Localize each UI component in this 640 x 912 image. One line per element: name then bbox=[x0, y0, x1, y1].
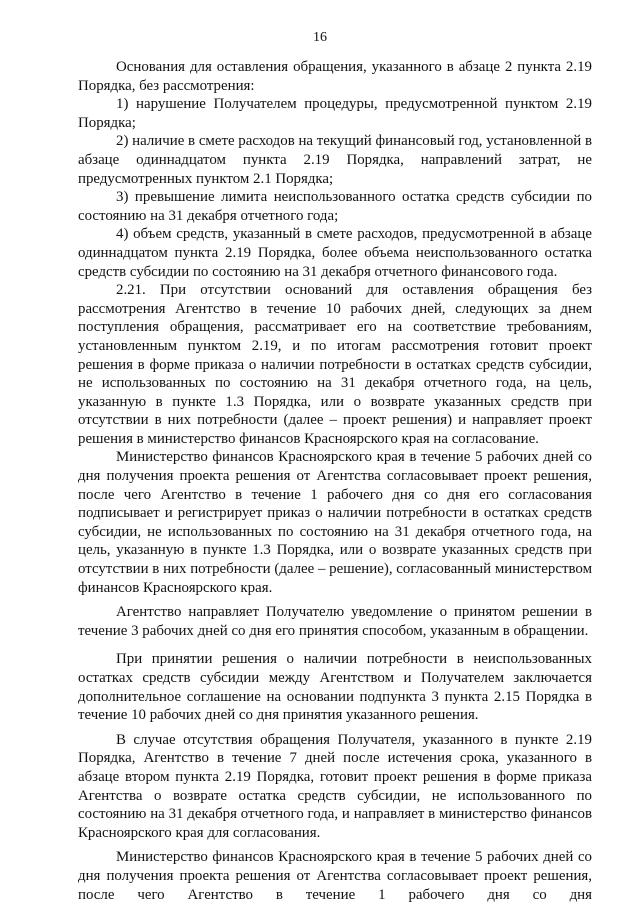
paragraph-clause-2-21: 2.21. При отсутствии оснований для оставления обращения без рассмотрения Агентство в течение 10 рабочих дней, следующих за днем поступления обращения, рассматривает его на соответствие требованиям, установленным пунктом 2.19, и по итогам рассмотрения готовит проект решения в форме приказа о наличии потребности в остатках средств субсидии, не использованных по состоянию на 31 декабря отчетного года, на цель, указанную в пункте 1.3 Порядка, или о возврате указанных средств при отсутствии в них потребности (далее – проект решения) и направляет проект решения в министерство финансов Красноярского края на согласование. bbox=[78, 282, 592, 447]
paragraph-item-3: 3) превышение лимита неиспользованного остатка средств субсидии по состоянию на 31 декабря отчетного года; bbox=[78, 189, 592, 224]
document-body bbox=[78, 58, 592, 904]
paragraph-item-4: 4) объем средств, указанный в смете расходов, предусмотренной в абзаце одиннадцатом пункта 2.19 Порядка, более объема неиспользованного остатка средств субсидии по состоянию на 31 декабря отчетного финансового года. bbox=[78, 226, 592, 280]
paragraph-additional-agreement: При принятии решения о наличии потребности в неиспользованных остатках средств субсидии между Агентством и Получателем заключается дополнительное соглашение на основании подпункта 3 пункта 2.15 Порядка в течение 10 рабочих дней со дня принятия указанного решения. bbox=[78, 651, 592, 724]
paragraph-ministry-approval-2: Министерство финансов Красноярского края в течение 5 рабочих дней со дня получения проекта решения от Агентства согласовывает проект решения, после чего Агентство в течение 1 рабочего дня со дня bbox=[78, 849, 592, 903]
page-number: 16 bbox=[313, 30, 327, 45]
paragraph-no-request: В случае отсутствия обращения Получателя, указанного в пункте 2.19 Порядка, Агентство в течение 7 дней после истечения срока, указанного в абзаце втором пункта 2.19 Порядка, готовит проект решения в форме приказа Агентства о возврате остатка средств субсидии, не использованного по состоянию на 31 декабря отчетного года, и направляет в министерство финансов Красноярского края для согласования. bbox=[78, 731, 592, 841]
paragraph-grounds-intro: Основания для оставления обращения, указанного в абзаце 2 пункта 2.19 Порядка, без рассмотрения: bbox=[78, 59, 592, 94]
paragraph-item-2: 2) наличие в смете расходов на текущий финансовый год, установленной в абзаце одиннадцатом пункта 2.19 Порядка, направлений затрат, не предусмотренных пунктом 2.1 Порядка; bbox=[78, 133, 592, 187]
paragraph-ministry-approval: Министерство финансов Красноярского края в течение 5 рабочих дней со дня получения проекта решения от Агентства согласовывает проект решения, после чего Агентство в течение 1 рабочего дня со дня его согласования подписывает и регистрирует приказ о наличии потребности в остатках средств субсидии, не использованных по состоянию на 31 декабря отчетного года, на цель, указанную в пункте 1.3 Порядка, или о возврате указанных средств при отсутствии в них потребности (далее – решение), согласованный министерством финансов Красноярского края. bbox=[78, 449, 592, 596]
paragraph-item-1: 1) нарушение Получателем процедуры, предусмотренной пунктом 2.19 Порядка; bbox=[78, 96, 592, 131]
paragraph-notification: Агентство направляет Получателю уведомление о принятом решении в течение 3 рабочих дней со дня его принятия способом, указанным в обращении. bbox=[78, 604, 592, 639]
